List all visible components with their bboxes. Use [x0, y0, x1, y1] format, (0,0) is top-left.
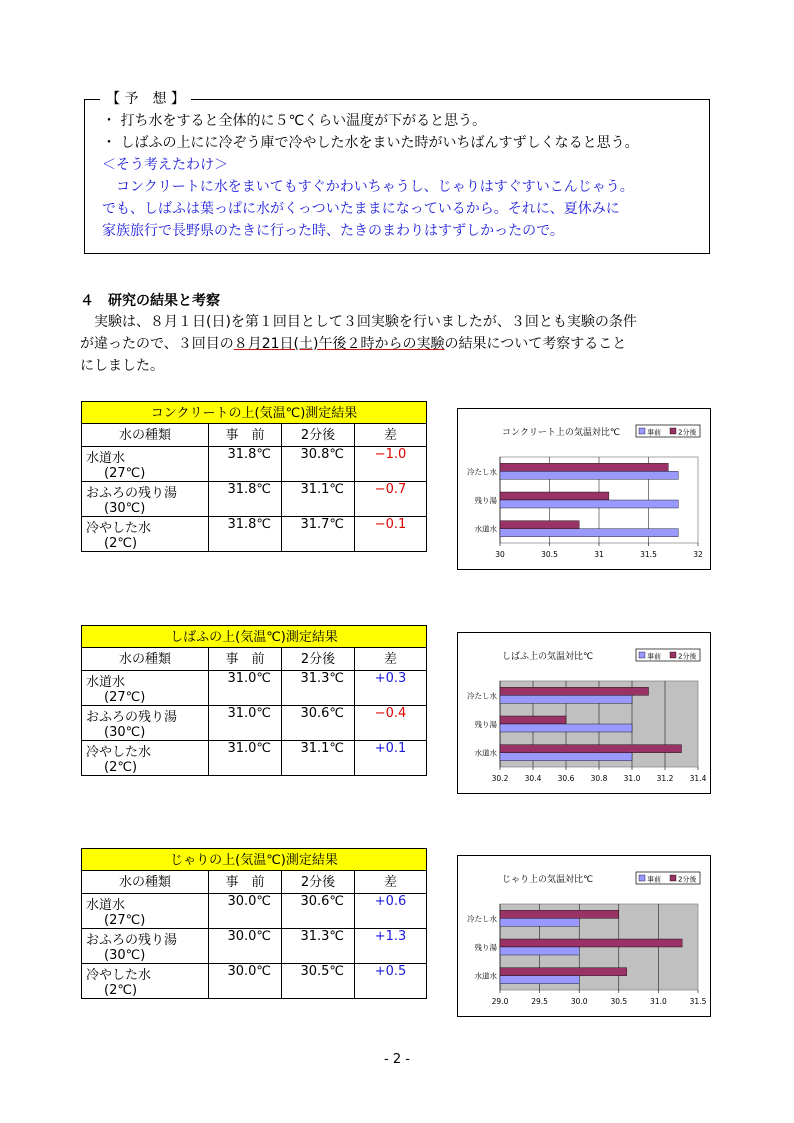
x-tick-label: 31.5 — [640, 550, 657, 559]
water-type-cell — [82, 447, 209, 482]
bar-before — [500, 918, 579, 926]
water-temp: (30℃) — [104, 948, 146, 963]
header-before: 事 前 — [209, 424, 282, 447]
header-water-type: 水の種類 — [82, 648, 209, 671]
x-tick-label: 30.8 — [590, 774, 608, 783]
diff-cell: +0.3 — [355, 671, 427, 706]
after-cell: 31.1℃ — [282, 482, 355, 517]
bar-after — [500, 716, 566, 724]
diff-cell: +1.3 — [355, 929, 427, 964]
reason-line-2: でも、しばふは葉っぱに水がくっついたままになっているから。それに、夏休みに — [102, 201, 620, 217]
header-before: 事 前 — [209, 871, 282, 894]
water-type-cell — [82, 671, 209, 706]
diff-cell: +0.6 — [355, 894, 427, 929]
reason-line-1: コンクリートに水をまいてもすぐかわいちゃうし、じゃりはすぐすいこんじゃう。 — [102, 179, 634, 195]
chart-title: コンクリート上の気温対比℃ — [502, 428, 620, 438]
before-cell: 30.0℃ — [209, 964, 282, 999]
water-type-cell — [82, 929, 209, 964]
legend-label: 2分後 — [678, 428, 697, 437]
lawn-chart — [457, 632, 711, 794]
x-tick-label: 30.5 — [610, 997, 628, 1006]
water-temp: (30℃) — [104, 725, 146, 740]
legend-label: 事前 — [647, 875, 661, 884]
after-cell: 31.3℃ — [282, 671, 355, 706]
before-cell: 31.0℃ — [209, 741, 282, 776]
after-cell: 31.3℃ — [282, 929, 355, 964]
chart-title: じゃり上の気温対比℃ — [502, 875, 594, 885]
bar-after — [500, 910, 619, 918]
legend-label: 事前 — [647, 652, 661, 661]
legend-swatch — [670, 875, 676, 881]
x-tick-label: 30.2 — [491, 774, 509, 783]
x-tick-label: 30 — [495, 550, 505, 559]
bar-after — [500, 463, 668, 471]
chart-legend — [636, 872, 700, 884]
after-cell: 30.5℃ — [282, 964, 355, 999]
header-water-type: 水の種類 — [82, 871, 209, 894]
x-tick-label: 30.0 — [570, 997, 588, 1006]
bar-after — [500, 745, 682, 753]
water-type-cell — [82, 964, 209, 999]
chart-title: しばふ上の気温対比℃ — [502, 652, 594, 662]
y-category-label: 冷たし水 — [467, 467, 497, 477]
diff-cell: +0.1 — [355, 741, 427, 776]
gravel-result-table — [81, 848, 427, 999]
reason-line-3: 家族旅行で長野県のたきに行った時、たきのまわりはすずしかったので。 — [102, 223, 564, 239]
bar-after — [500, 492, 609, 500]
water-temp: (2℃) — [104, 983, 138, 998]
after-cell: 30.8℃ — [282, 447, 355, 482]
lawn-result-table — [81, 625, 427, 776]
before-cell: 30.0℃ — [209, 894, 282, 929]
page-number: - 2 - — [384, 1052, 410, 1067]
body-line-2-post: の結果について考察すること — [444, 336, 627, 352]
x-tick-label: 29.0 — [491, 997, 509, 1006]
x-tick-label: 30.5 — [541, 550, 558, 559]
bar-before — [500, 976, 579, 984]
legend-swatch — [639, 652, 645, 658]
concrete-chart-svg — [458, 409, 710, 569]
bar-before — [500, 753, 632, 761]
x-tick-label: 30.4 — [524, 774, 542, 783]
before-cell: 31.0℃ — [209, 671, 282, 706]
x-tick-label: 32 — [693, 550, 703, 559]
body-line-3: にしました。 — [80, 358, 164, 374]
table-row — [82, 929, 427, 964]
legend-label: 2分後 — [678, 875, 697, 884]
chart-legend — [636, 649, 700, 661]
water-temp: (27℃) — [104, 466, 146, 481]
table-title: コンクリートの上(気温℃)測定結果 — [82, 402, 427, 424]
y-category-label: 水道水 — [474, 971, 497, 981]
x-tick-label: 31.4 — [689, 774, 707, 783]
header-after: 2分後 — [282, 871, 355, 894]
before-cell: 31.0℃ — [209, 706, 282, 741]
water-temp: (30℃) — [104, 501, 146, 516]
bar-before — [500, 500, 678, 508]
bar-after — [500, 521, 579, 529]
header-before: 事 前 — [209, 648, 282, 671]
table-title: しばふの上(気温℃)測定結果 — [82, 626, 427, 648]
table-row — [82, 964, 427, 999]
reason-heading: ＜そう考えたわけ＞ — [102, 157, 228, 173]
hypothesis-line-2: ・ しばふの上にに冷ぞう庫で冷やした水をまいた時がいちばんすずしくなると思う。 — [102, 135, 639, 151]
header-after: 2分後 — [282, 648, 355, 671]
after-cell: 31.7℃ — [282, 517, 355, 552]
bar-after — [500, 939, 682, 947]
y-category-label: 水道水 — [474, 748, 497, 758]
water-type-cell — [82, 741, 209, 776]
table-row — [82, 894, 427, 929]
bar-before — [500, 529, 678, 537]
table-row — [82, 741, 427, 776]
table-row — [82, 671, 427, 706]
header-diff: 差 — [355, 871, 427, 894]
water-temp: (2℃) — [104, 760, 138, 775]
y-category-label: 残り湯 — [474, 943, 497, 952]
x-tick-label: 31 — [594, 550, 604, 559]
y-category-label: 残り湯 — [474, 720, 497, 729]
table-row — [82, 447, 427, 482]
lawn-chart-svg — [458, 633, 710, 793]
after-cell: 30.6℃ — [282, 894, 355, 929]
water-temp: (27℃) — [104, 913, 146, 928]
water-name: 冷やした水 — [86, 521, 152, 536]
legend-swatch — [639, 428, 645, 434]
water-name: おふろの残り湯 — [86, 486, 178, 501]
chart-legend — [636, 425, 700, 437]
bar-after — [500, 687, 649, 695]
y-category-label: 冷たし水 — [467, 914, 497, 924]
diff-cell: −1.0 — [355, 447, 427, 482]
water-name: 水道水 — [86, 675, 126, 690]
before-cell: 31.8℃ — [209, 447, 282, 482]
after-cell: 31.1℃ — [282, 741, 355, 776]
hypothesis-title: 【 予 想 】 — [100, 90, 191, 108]
y-category-label: 冷たし水 — [467, 691, 497, 701]
water-name: おふろの残り湯 — [86, 933, 178, 948]
water-temp: (27℃) — [104, 690, 146, 705]
x-tick-label: 31.0 — [650, 997, 667, 1006]
water-type-cell — [82, 706, 209, 741]
x-tick-label: 29.5 — [531, 997, 548, 1006]
gravel-chart-svg — [458, 856, 710, 1016]
bar-before — [500, 695, 632, 703]
water-temp: (2℃) — [104, 536, 138, 551]
water-name: 冷やした水 — [86, 968, 152, 983]
legend-swatch — [670, 428, 676, 434]
section-heading: ４ 研究の結果と考察 — [80, 293, 220, 309]
legend-label: 2分後 — [678, 652, 697, 661]
header-diff: 差 — [355, 648, 427, 671]
diff-cell: −0.4 — [355, 706, 427, 741]
before-cell: 31.8℃ — [209, 482, 282, 517]
x-tick-label: 31.5 — [689, 997, 707, 1006]
diff-cell: +0.5 — [355, 964, 427, 999]
water-name: 水道水 — [86, 898, 126, 913]
diff-cell: −0.1 — [355, 517, 427, 552]
water-type-cell — [82, 894, 209, 929]
water-name: 水道水 — [86, 451, 126, 466]
y-category-label: 残り湯 — [474, 496, 497, 505]
x-tick-label: 31.0 — [623, 774, 641, 783]
before-cell: 31.8℃ — [209, 517, 282, 552]
header-after: 2分後 — [282, 424, 355, 447]
header-diff: 差 — [355, 424, 427, 447]
header-water-type: 水の種類 — [82, 424, 209, 447]
legend-swatch — [639, 875, 645, 881]
water-name: 冷やした水 — [86, 745, 152, 760]
bar-before — [500, 947, 579, 955]
body-line-2-pre: が違ったので、３回目の — [80, 336, 234, 352]
water-type-cell — [82, 517, 209, 552]
body-line-2-underlined: ８月21日(土)午後２時からの実験 — [233, 336, 445, 352]
bar-before — [500, 471, 678, 479]
table-row — [82, 517, 427, 552]
after-cell: 30.6℃ — [282, 706, 355, 741]
legend-swatch — [670, 652, 676, 658]
concrete-chart — [457, 408, 711, 570]
water-type-cell — [82, 482, 209, 517]
x-tick-label: 31.2 — [656, 774, 674, 783]
table-row — [82, 482, 427, 517]
y-category-label: 水道水 — [474, 524, 497, 534]
body-line-1: 実験は、８月１日(日)を第１回目として３回実験を行いましたが、３回とも実験の条件 — [80, 314, 637, 330]
bar-before — [500, 724, 632, 732]
hypothesis-line-1: ・ 打ち水をすると全体的に５℃くらい温度が下がると思う。 — [102, 113, 487, 129]
legend-label: 事前 — [647, 428, 661, 437]
gravel-chart — [457, 855, 711, 1017]
x-tick-label: 30.6 — [557, 774, 575, 783]
concrete-result-table — [81, 401, 427, 552]
table-row — [82, 706, 427, 741]
body-line-2 — [80, 333, 626, 355]
diff-cell: −0.7 — [355, 482, 427, 517]
table-title: じゃりの上(気温℃)測定結果 — [82, 849, 427, 871]
water-name: おふろの残り湯 — [86, 710, 178, 725]
before-cell: 30.0℃ — [209, 929, 282, 964]
bar-after — [500, 968, 627, 976]
